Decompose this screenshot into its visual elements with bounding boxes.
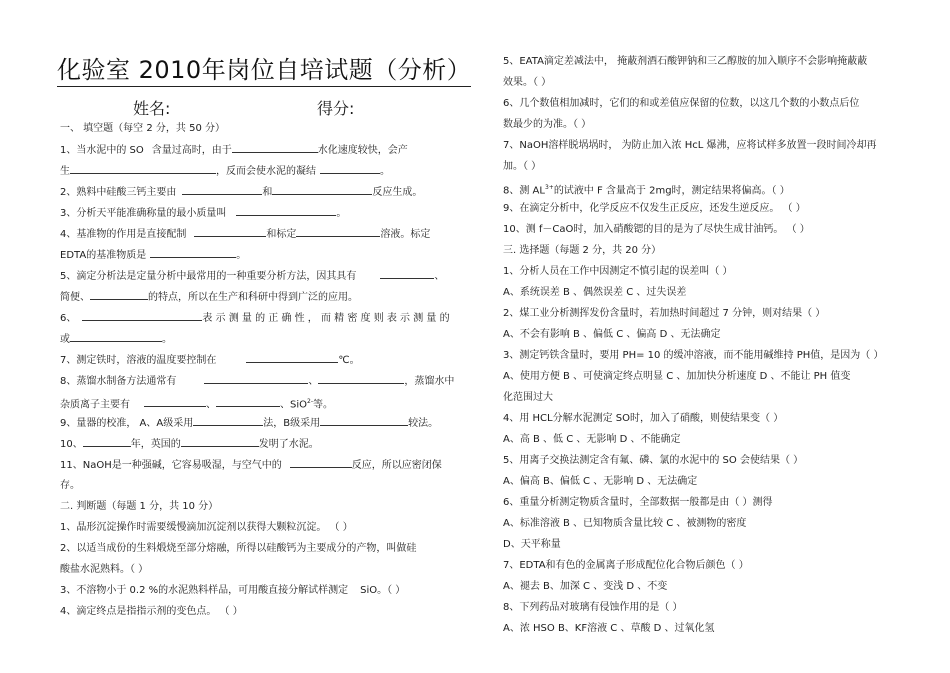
q-text: ，反而会使水泥的凝结: [216, 166, 316, 177]
q-text: 8、蒸馏水制备方法通常有: [60, 376, 177, 387]
answer-blank[interactable]: [193, 416, 263, 426]
q-text: 3、不溶物小于 0.2 %的水泥熟料样品，可用酸直接分解试样测定: [60, 585, 349, 596]
choice-6: 6、重量分析测定物质含量时，全部数据一般都是由（ ）测得: [503, 497, 773, 508]
q-superscript: 3+: [544, 184, 554, 191]
judge-2-line-2: 酸盐水泥熟料。（ ）: [60, 564, 149, 575]
q-text: EDTA的基准物质是: [60, 250, 147, 261]
question-1-line-1: [60, 143, 408, 158]
answer-blank[interactable]: [144, 397, 206, 407]
question-11-line-1: [60, 458, 442, 473]
q-text: 7、测定铁时，溶液的温度要控制在: [60, 355, 217, 366]
answer-blank[interactable]: [70, 164, 216, 174]
page-title: 化验室 2010年岗位自培试题（分析）: [57, 50, 471, 87]
answer-blank[interactable]: [150, 248, 236, 258]
q-text: 。: [162, 334, 172, 345]
q-text: SiO: [360, 585, 378, 596]
answer-blank[interactable]: [204, 374, 308, 384]
q-text: 简便、: [60, 292, 90, 303]
q-text: ℃。: [338, 355, 360, 366]
choice-7-options: A、褪去 B、加深 C 、变浅 D 、不变: [503, 581, 668, 592]
choice-3-options: A、使用方便 B 、可使滴定终点明显 C 、加加快分析速度 D 、不能让 PH 值变: [503, 371, 851, 382]
q-text: 的试液中 F 含量高于 2mg时，测定结果将偏高。（ ）: [553, 185, 790, 197]
section-fill-heading: 一、 填空题（每空 2 分，共 50 分）: [60, 123, 225, 134]
choice-3-options-cont: 化范围过大: [503, 392, 553, 403]
judge-6-line-2: 数最少的为准。（ ）: [503, 119, 592, 130]
q-text: 发明了水泥。: [258, 439, 319, 450]
choice-1: 1、分析人员在工作中因测定不慎引起的误差叫（ ）: [503, 266, 733, 277]
q-text: 含量过高时，由于: [151, 145, 232, 156]
judge-5-line-2: 效果。（ ）: [503, 77, 552, 88]
q-text: 和标定: [266, 229, 297, 240]
answer-blank[interactable]: [70, 332, 162, 342]
question-11-line-2: 存。: [60, 480, 80, 491]
q-text: ，蒸馏水中: [404, 376, 455, 387]
section-choice-heading: 三. 选择题（每题 2 分，共 20 分）: [503, 245, 662, 256]
q-text: 的特点，所以在生产和科研中得到广泛的应用。: [148, 292, 358, 303]
choice-6-options: A、标准溶液 B 、已知物质含量比较 C 、被测物的密度: [503, 518, 747, 529]
choice-2-options: A、不会有影响 B 、偏低 C 、偏高 D 、无法确定: [503, 329, 721, 340]
answer-blank[interactable]: [236, 206, 336, 216]
q-text: 、: [434, 271, 445, 282]
answer-blank[interactable]: [90, 290, 148, 300]
name-label: 姓名:: [133, 99, 171, 118]
judge-2-line-1: 2、以适当成份的生料煅烧至部分熔融，所得以硅酸钙为主要成分的产物，叫做硅: [60, 543, 417, 554]
q-text: 11、NaOH是一种强碱，它容易吸湿，与空气中的: [60, 460, 282, 471]
choice-6-options-cont: D、天平称量: [503, 539, 561, 550]
q-text: SO B、KF溶液 C 、草酸 D 、过氧化氢: [540, 623, 715, 634]
q-text: 较法。: [408, 418, 439, 429]
judge-7-line-1: 7、NaOH溶样脱埚埚时， 为防止加入浓 HcL 爆沸，应将试样多放置一段时间冷却再: [503, 140, 877, 151]
answer-blank[interactable]: [82, 311, 202, 321]
q-text: 5、滴定分析法是定量分析中最常用的一种重要分析方法，因其具有: [60, 271, 357, 282]
choice-4: 4、用 HCL分解水泥测定 SO时，加入了硝酸，则使结果变（ ）: [503, 413, 784, 424]
q-text: 、SiO: [280, 399, 307, 411]
judge-8: [503, 181, 790, 198]
question-6-line-1: [60, 311, 450, 326]
answer-blank[interactable]: [83, 437, 131, 447]
q-text: 4、基准物的作用是直接配制: [60, 229, 187, 240]
answer-blank[interactable]: [181, 437, 259, 447]
answer-blank[interactable]: [296, 227, 380, 237]
question-10: [60, 437, 319, 452]
q-text: 。: [380, 166, 390, 177]
question-3: [60, 206, 346, 221]
section-judge-heading: 二. 判断题（每题 1 分，共 10 分）: [60, 501, 219, 512]
q-text: 10、: [60, 439, 83, 450]
answer-blank[interactable]: [320, 416, 408, 426]
answer-blank[interactable]: [290, 458, 352, 468]
answer-blank[interactable]: [182, 185, 262, 195]
q-text: 反应生成。: [372, 187, 423, 198]
q-text: 或: [60, 334, 70, 345]
q-text: 2、熟料中硅酸三钙主要由: [60, 187, 177, 198]
q-text: 。（ ）: [377, 585, 406, 596]
q-text: 6、: [60, 313, 77, 324]
choice-2: 2、煤工业分析测挥发份含量时，若加热时间超过 7 分钟，则对结果（ ）: [503, 308, 826, 319]
q-text: 、: [206, 399, 216, 411]
question-9: [60, 416, 438, 431]
answer-blank[interactable]: [272, 185, 372, 195]
question-4-line-1: [60, 227, 430, 242]
q-text: 生: [60, 166, 70, 177]
question-8-line-2: [60, 395, 333, 412]
question-5-line-1: [60, 269, 444, 284]
answer-blank[interactable]: [320, 164, 380, 174]
q-text: 等。: [312, 399, 333, 411]
choice-5: 5、用离子交换法测定含有氟、磷、氯的水泥中的 SO 会使结果（ ）: [503, 455, 804, 466]
answer-blank[interactable]: [380, 269, 434, 279]
q-text: 级采用: [163, 418, 194, 429]
q-text: 溶液。标定: [380, 229, 431, 240]
choice-8: 8、下列药品对玻璃有侵蚀作用的是（ ）: [503, 602, 683, 613]
judge-3: [60, 584, 405, 598]
question-7: [60, 353, 360, 368]
q-text: 水化速度较快，会产: [317, 145, 408, 156]
q-text: 反应，所以应密闭保: [351, 460, 442, 471]
judge-7-line-2: 加。（ ）: [503, 161, 542, 172]
q-text: 8、测 AL: [503, 185, 545, 197]
question-4-line-2: [60, 248, 246, 263]
question-5-line-2: [60, 290, 358, 305]
question-2: [60, 185, 422, 200]
judge-9: 9、在滴定分析中，化学反应不仅发生正反应，还发生逆反应。 （ ）: [503, 203, 806, 214]
q-superscript: 2-: [307, 398, 313, 405]
q-text: 年，英国的: [130, 439, 181, 450]
q-text: 3、分析天平能准确称量的最小质量叫: [60, 208, 227, 219]
choice-3: 3、测定钙铁含量时，要用 PH= 10 的缓冲溶液，而不能用碱维持 PH值，是因为（ ）: [503, 350, 884, 361]
q-text: 表 示 测 量 的 正 确 性 ， 而 精 密 度 则 表 示 测 量 的: [202, 313, 450, 324]
q-text: 1、当水泥中的 SO: [60, 145, 144, 156]
judge-5-line-1: 5、EATA滴定差减法中， 掩蔽剂酒石酸钾钠和三乙醇胺的加入顺序不会影响掩蔽蔽: [503, 56, 868, 67]
choice-8-options: [503, 622, 715, 636]
judge-10: 10、测 f－CaO时，加入硝酸锶的目的是为了尽快生成甘油钙。 （ ）: [503, 224, 810, 235]
judge-4: 4、滴定终点是指指示剂的变色点。 （ ）: [60, 606, 243, 617]
question-8-line-1: [60, 374, 454, 389]
answer-blank[interactable]: [232, 143, 318, 153]
q-text: 。: [236, 250, 247, 261]
q-text: 。: [336, 208, 347, 219]
q-text: 法，B级采用: [263, 418, 321, 429]
q-text: 杂质离子主要有: [60, 399, 130, 411]
q-text: A、浓 H: [503, 623, 541, 634]
judge-6-line-1: 6、几个数值相加减时，它们的和或差值应保留的位数，以这几个数的小数点后位: [503, 98, 860, 109]
question-6-line-2: [60, 332, 172, 347]
q-text: 和: [262, 187, 273, 198]
score-label: 得分:: [317, 99, 355, 118]
question-1-line-2: [60, 164, 390, 179]
q-text: 9、量器的校准， A、A: [60, 418, 164, 429]
choice-1-options: A、系统误差 B 、偶然误差 C 、过失误差: [503, 287, 687, 298]
choice-4-options: A、高 B 、低 C 、无影响 D 、不能确定: [503, 434, 681, 445]
q-text: 、: [308, 376, 319, 387]
choice-7: 7、EDTA和有色的金属离子形成配位化合物后颜色（ ）: [503, 560, 749, 571]
answer-blank[interactable]: [216, 397, 280, 407]
answer-blank[interactable]: [318, 374, 404, 384]
choice-5-options: A、偏高 B、偏低 C 、无影响 D 、无法确定: [503, 476, 698, 487]
judge-1: 1、晶形沉淀操作时需要缓慢滴加沉淀剂以获得大颗粒沉淀。 （ ）: [60, 522, 353, 533]
answer-blank[interactable]: [246, 353, 338, 363]
answer-blank[interactable]: [194, 227, 266, 237]
